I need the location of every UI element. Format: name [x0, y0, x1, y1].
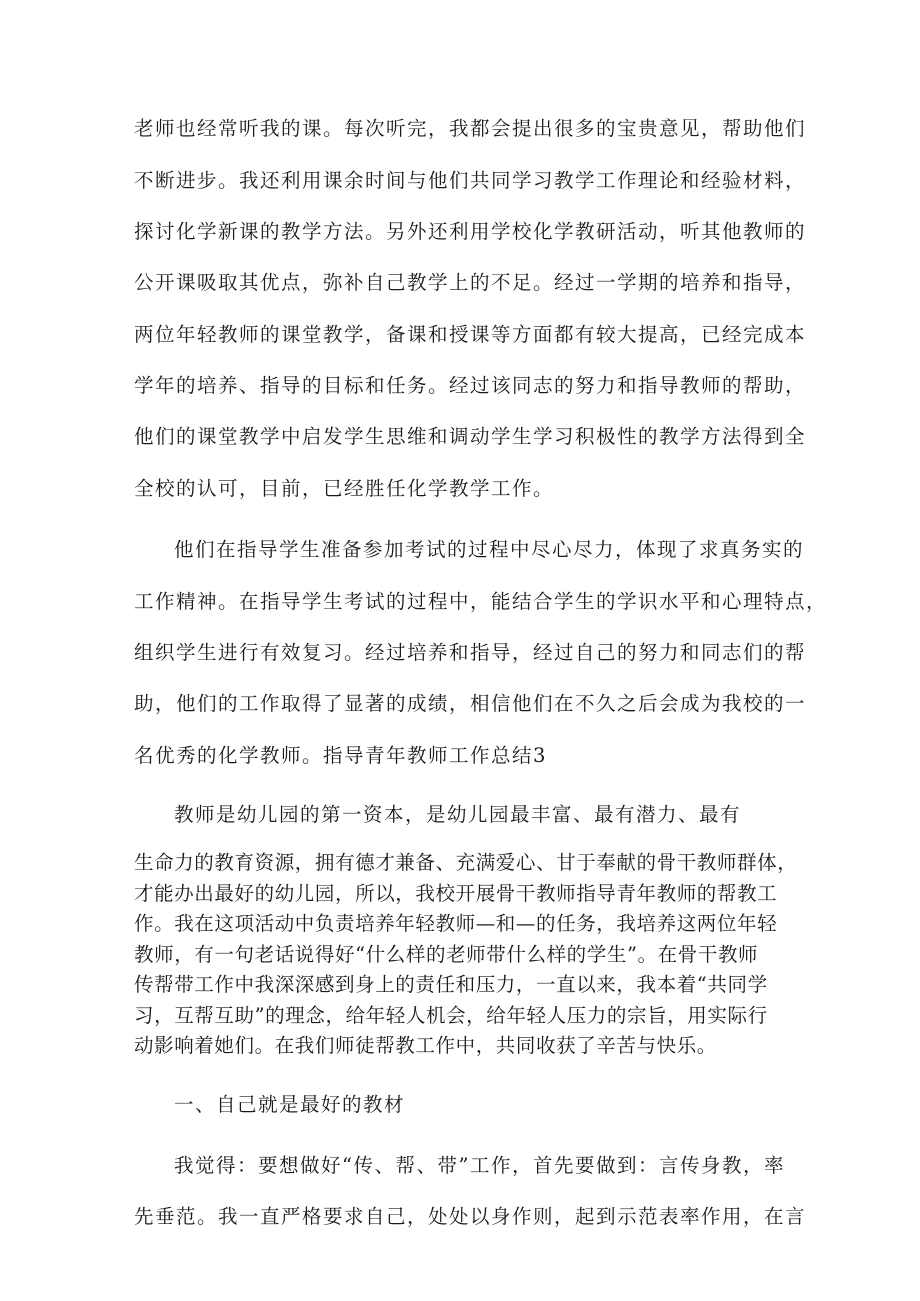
paragraph-line: 两位年轻教师的课堂教学，备课和授课等方面都有较大提高，已经完成本 [134, 323, 807, 346]
paragraph-line: 习，互帮互助”的理念，给年轻人机会，给年轻人压力的宗旨，用实际行 [134, 1004, 768, 1027]
paragraph-line: 动影响着她们。在我们师徒帮教工作中，共同收获了辛苦与快乐。 [134, 1034, 717, 1057]
paragraph-line: 教师，有一句老话说得好“什么样的老师带什么样的学生”。在骨干教师 [134, 943, 759, 966]
paragraph-line: 生命力的教育资源，拥有德才兼备、充满爱心、甘于奉献的骨干教师群体， [134, 851, 798, 874]
paragraph-line: 名优秀的化学教师。指导青年教师工作总结3 [134, 744, 547, 767]
paragraph-line: 他们在指导学生准备参加考试的过程中尽心尽力，体现了求真务实的 [174, 538, 805, 561]
paragraph-line: 先垂范。我一直严格要求自己，处处以身作则，起到示范表率作用，在言 [134, 1205, 807, 1228]
section-heading: 一、自己就是最好的教材 [174, 1093, 406, 1116]
paragraph-line: 作。我在这项活动中负责培养年轻教师—和—的任务，我培养这两位年轻 [134, 912, 778, 935]
paragraph-line: 全校的认可，目前，已经胜任化学教学工作。 [134, 477, 555, 500]
paragraph-line: 公开课吸取其优点，弥补自己教学上的不足。经过一学期的培养和指导， [134, 271, 807, 294]
paragraph-line: 探讨化学新课的教学方法。另外还利用学校化学教研活动，听其他教师的 [134, 220, 807, 243]
paragraph-line: 老师也经常听我的课。每次听完，我都会提出很多的宝贵意见，帮助他们 [134, 117, 807, 140]
paragraph-line: 他们的课堂教学中启发学生思维和调动学生学习积极性的教学方法得到全 [134, 425, 807, 448]
paragraph-line: 传帮带工作中我深深感到身上的责任和压力，一直以来，我本着“共同学 [134, 973, 768, 996]
paragraph-line: 助，他们的工作取得了显著的成绩，相信他们在不久之后会成为我校的一 [134, 692, 807, 715]
paragraph-line: 才能办出最好的幼儿园，所以，我校开展骨干教师指导青年教师的帮教工 [134, 882, 778, 905]
paragraph-line: 教师是幼儿园的第一资本，是幼儿园最丰富、最有潜力、最有 [174, 803, 742, 826]
paragraph-line: 工作精神。在指导学生考试的过程中，能结合学生的学识水平和心理特点， [134, 590, 828, 613]
paragraph-line: 组织学生进行有效复习。经过培养和指导，经过自己的努力和同志们的帮 [134, 641, 807, 664]
paragraph-line: 我觉得：要想做好“传、帮、带”工作，首先要做到：言传身教，率 [174, 1154, 785, 1177]
paragraph-line: 学年的培养、指导的目标和任务。经过该同志的努力和指导教师的帮助， [134, 374, 807, 397]
paragraph-line: 不断进步。我还利用课余时间与他们共同学习教学工作理论和经验材料， [134, 169, 807, 192]
